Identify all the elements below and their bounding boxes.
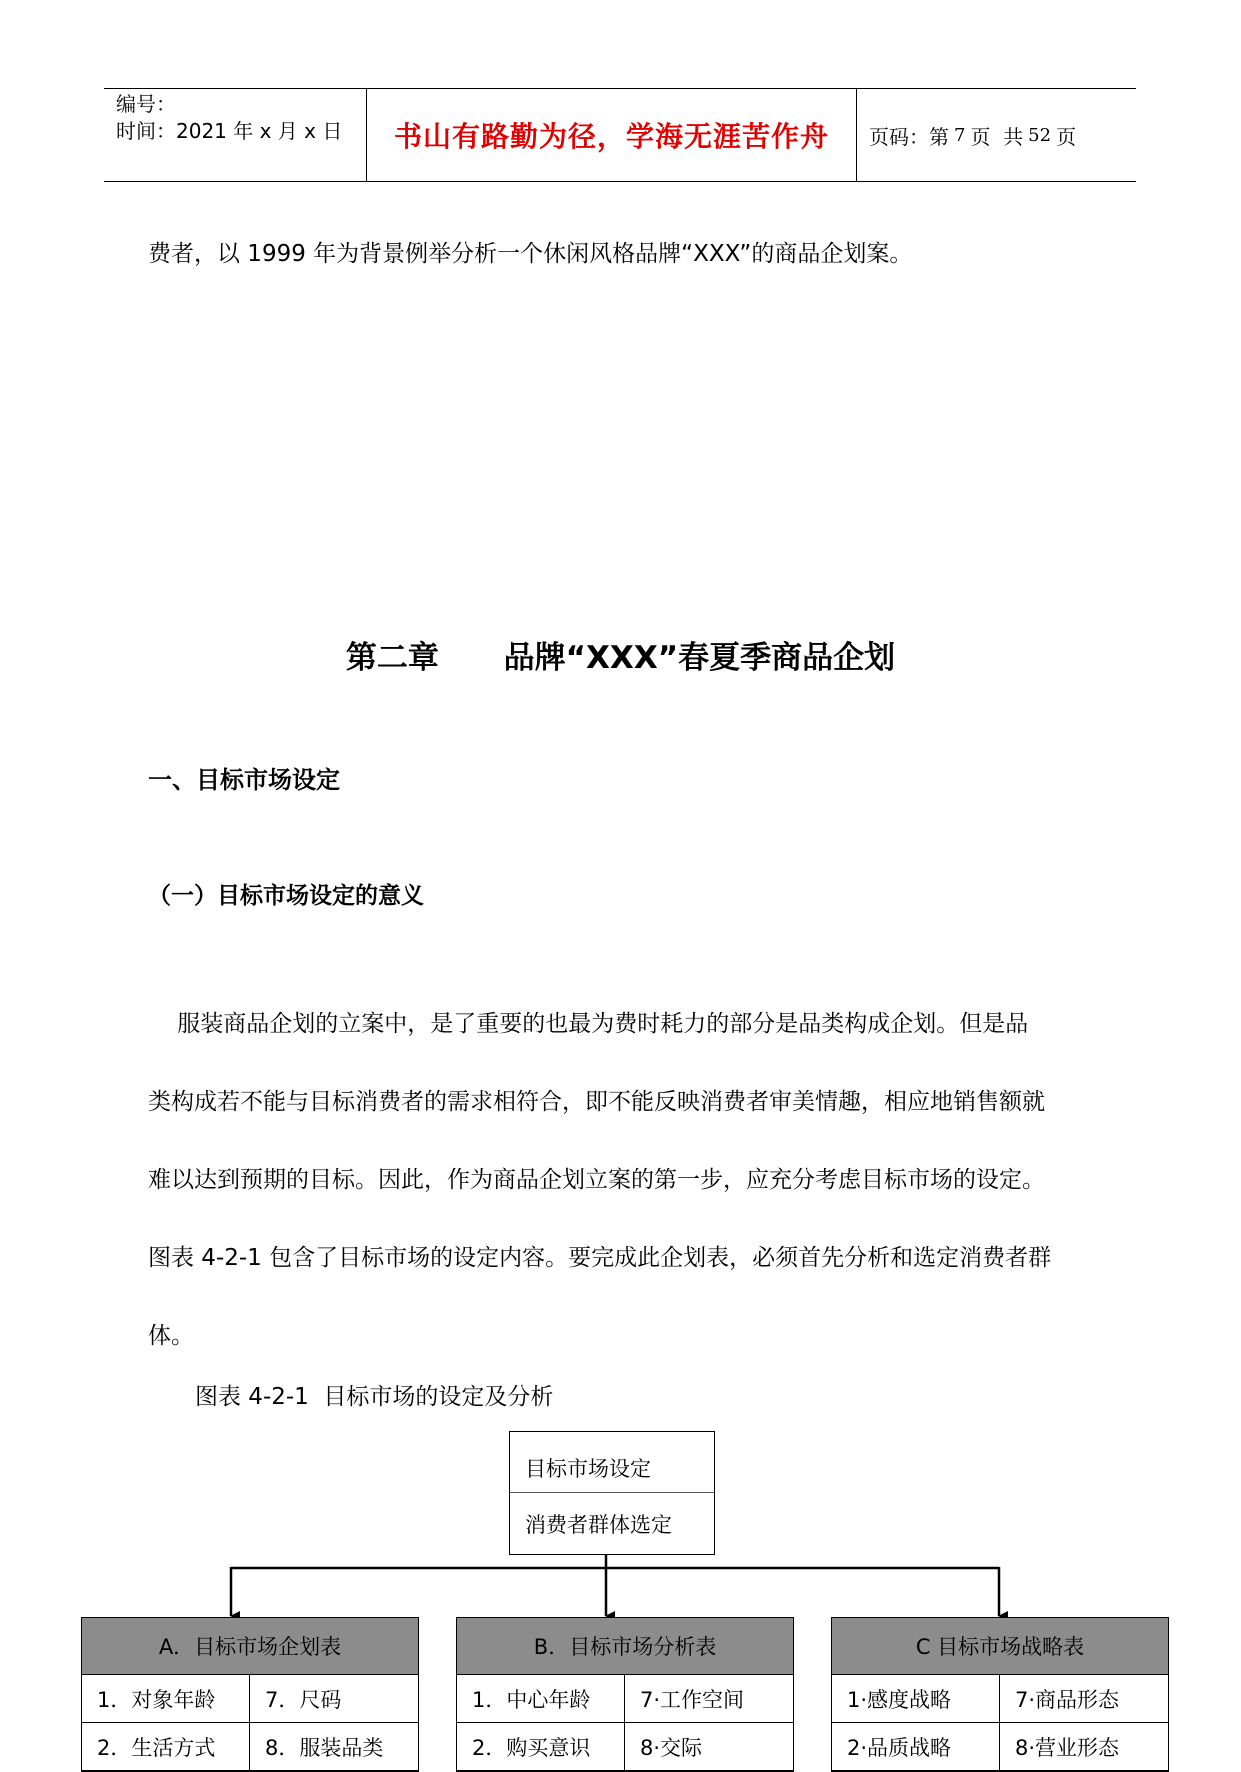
chapter-title: 第二章 品牌“XXX”春夏季商品企划: [345, 640, 896, 676]
consumer-group-selection: 消费者群体选定: [525, 1512, 672, 1537]
table-cell: 2．购买意识: [457, 1723, 625, 1770]
body-paragraph: [148, 985, 1098, 1375]
page-prefix: 页码：第: [869, 124, 949, 149]
table-cell: 1．对象年龄: [82, 1675, 250, 1722]
page-current: 7: [954, 124, 966, 146]
table-row: [832, 1723, 1168, 1771]
table-cell: 8·营业形态: [1015, 1735, 1120, 1760]
section-title: 一、目标市场设定: [148, 766, 340, 794]
table-b-title: B．目标市场分析表: [457, 1618, 793, 1675]
figure-caption: 图表 4-2-1 目标市场的设定及分析: [195, 1384, 554, 1410]
table-c-title: C 目标市场战略表: [832, 1618, 1168, 1675]
page-number: [857, 89, 1136, 181]
time-label: 时间：2021 年 x 月 x 日: [116, 119, 343, 143]
table-cell: 7·工作空间: [640, 1687, 745, 1712]
table-cell: 7．尺码: [265, 1687, 342, 1712]
table-b-target-market-analysis: [456, 1617, 794, 1772]
table-c-target-market-strategy: [831, 1617, 1169, 1772]
header-meta: [104, 89, 367, 181]
header-motto: 书山有路勤为径，学海无涯苦作舟: [367, 89, 857, 181]
table-cell: 8．服装品类: [265, 1735, 384, 1760]
code-label: 编号：: [116, 92, 176, 116]
table-cell: 1·感度战略: [832, 1675, 1000, 1722]
table-cell: 8·交际: [640, 1735, 703, 1760]
table-row: [82, 1675, 418, 1723]
page-suffix: 页: [1056, 124, 1077, 149]
page-header: [104, 88, 1136, 182]
table-row: [82, 1723, 418, 1771]
table-cell: 2·品质战略: [832, 1723, 1000, 1770]
target-market-setting: 目标市场设定: [510, 1432, 714, 1493]
page-total: 52: [1028, 124, 1052, 146]
table-row: [457, 1675, 793, 1723]
table-cell: 1．中心年龄: [457, 1675, 625, 1722]
paragraph-line: 服装商品企划的立案中，是了重要的也最为费时耗力的部分是品类构成企划。但是品: [148, 1011, 1029, 1037]
subsection-title: （一）目标市场设定的意义: [148, 883, 424, 909]
paragraph-line: 体。: [148, 1323, 194, 1349]
paragraph-line: 难以达到预期的目标。因此，作为商品企划立案的第一步，应充分考虑目标市场的设定。: [148, 1167, 1045, 1193]
paragraph-line: 类构成若不能与目标消费者的需求相符合，即不能反映消费者审美情趣，相应地销售额就: [148, 1089, 1045, 1115]
page-mid: 页 共: [970, 124, 1024, 149]
table-cell: 7·商品形态: [1015, 1687, 1120, 1712]
table-a-title: A．目标市场企划表: [82, 1618, 418, 1675]
intro-line: 费者，以 1999 年为背景例举分析一个休闲风格品牌“XXX”的商品企划案。: [148, 241, 913, 267]
table-row: [832, 1675, 1168, 1723]
table-cell: 2．生活方式: [82, 1723, 250, 1770]
paragraph-line: 图表 4-2-1 包含了目标市场的设定内容。要完成此企划表，必须首先分析和选定消费者群: [148, 1245, 1052, 1271]
table-row: [457, 1723, 793, 1771]
table-a-target-market-plan: [81, 1617, 419, 1772]
target-market-box: [509, 1431, 715, 1555]
